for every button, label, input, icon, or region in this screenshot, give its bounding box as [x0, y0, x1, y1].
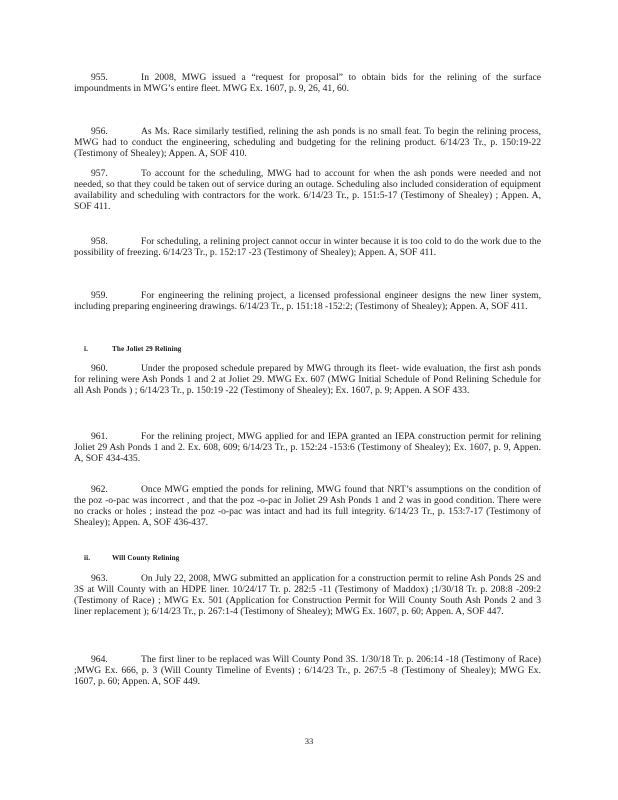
paragraph-number: 957. — [91, 168, 108, 179]
paragraph-956 — [74, 126, 541, 159]
paragraph-text: The first liner to be replaced was Will County Pond 3S. 1/30/18 Tr. p. 206:14 -18 (Testimony of Race) ;MWG Ex. 666, p. 3 (Will County Timeline of Events) ; 6/14/23 Tr., p. 267:5 -8 (Testimony of Shealey); MWG Ex. 1607, p. 60; Appen. A, SOF 449. — [74, 654, 541, 688]
paragraph-955 — [74, 72, 541, 94]
paragraph-964 — [74, 654, 541, 687]
paragraph-text: On July 22, 2008, MWG submitted an application for a construction permit to reline Ash Ponds 2S and 3S at Will County with an HDPE liner. 10/24/17 Tr. p. 282:5 -11 (Testimony of Maddox) ;1/30/18 Tr. p. 208:8 -209:2 (Testimony of Race) ; MWG Ex. 501 (Application for Construction Permit for Will County South Ash Ponds 2 and 3 liner replacement ); 6/14/23 Tr., p. 267:1-4 (Testimony of Shealey); MWG Ex. 1607, p. 60; Appen. A, SOF 447. — [74, 573, 541, 618]
subheading-numeral: ii. — [84, 554, 91, 562]
paragraph-962 — [74, 484, 541, 528]
paragraph-960 — [74, 363, 541, 396]
paragraph-number: 956. — [91, 126, 108, 137]
paragraph-number: 961. — [91, 431, 108, 442]
subheading-title: The Joliet 29 Relining — [112, 345, 182, 353]
paragraph-text: Under the proposed schedule prepared by MWG through its fleet- wide evaluation, the first ash ponds for relining were Ash Ponds 1 and 2 at Joliet 29. MWG Ex. 607 (MWG Initial Schedule of Pond Relining Schedule for all Ash Ponds ) ; 6/14/23 Tr., p. 150:19 -22 (Testimony of Shealey); Ex. 1607, p. 9; Appen. A SOF 433. — [74, 363, 541, 397]
paragraph-text: Once MWG emptied the ponds for relining, MWG found that NRT’s assumptions on the condition of the poz -o-pac was incorrect , and that the poz -o-pac in Joliet 29 Ash Ponds 1 and 2 was in good condition. There were no cracks or holes ; instead the poz -o-pac was intact and had its full integrity. 6/14/23 Tr., p. 153:7-17 (Testimony of Shealey); Appen. A, SOF 436-437. — [74, 484, 541, 529]
paragraph-961 — [74, 431, 541, 464]
subheading-numeral: i. — [84, 345, 88, 353]
paragraph-text: As Ms. Race similarly testified, relining the ash ponds is no small feat. To begin the relining process, MWG had to conduct the engineering, scheduling and budgeting for the relining product. 6/14/23 Tr., p. 150:19-22 (Testimony of Shealey); Appen. A, SOF 410. — [74, 126, 541, 160]
paragraph-number: 959. — [91, 290, 108, 301]
page-number: 33 — [304, 736, 314, 746]
subheading-title: Will County Relining — [112, 554, 180, 562]
paragraph-text: For scheduling, a relining project cannot occur in winter because it is too cold to do the work due to the possibility of freezing. 6/14/23 Tr., p. 152:17 -23 (Testimony of Shealey); Appen. A, SOF 411. — [74, 236, 541, 259]
paragraph-957 — [74, 168, 541, 212]
paragraph-959 — [74, 290, 541, 312]
paragraph-number: 958. — [91, 236, 108, 247]
paragraph-958 — [74, 236, 541, 258]
paragraph-number: 964. — [91, 654, 108, 665]
subheading-will-county — [84, 553, 179, 564]
subheading-joliet — [84, 344, 181, 355]
paragraph-number: 960. — [91, 363, 108, 374]
paragraph-text: For the relining project, MWG applied for and IEPA granted an IEPA construction permit for relining Joliet 29 Ash Ponds 1 and 2. Ex. 608, 609; 6/14/23 Tr., p. 152:24 -153:6 (Testimony of Shealey); Ex. 1607, p. 9, Appen. A, SOF 434-435. — [74, 431, 541, 465]
paragraph-text: To account for the scheduling, MWG had to account for when the ash ponds were needed and not needed, so that they could be taken out of service during an outage. Scheduling also included consideration of equipment availability and scheduling with contractors for the work. 6/14/23 Tr., p. 151:5-17 (Testimony of Shealey) ; Appen. A, SOF 411. — [74, 168, 541, 213]
paragraph-963 — [74, 573, 541, 617]
paragraph-number: 962. — [91, 484, 108, 495]
paragraph-number: 955. — [91, 72, 108, 83]
paragraph-text: In 2008, MWG issued a “request for proposal” to obtain bids for the relining of the surface impoundments in MWG’s entire fleet. MWG Ex. 1607, p. 9, 26, 41, 60. — [74, 72, 541, 95]
paragraph-number: 963. — [91, 573, 108, 584]
paragraph-text: For engineering the relining project, a licensed professional engineer designs the new liner system, including preparing engineering drawings. 6/14/23 Tr., p. 151:18 -152:2; (Testimony of Shealey); Appen. A, SOF 411. — [74, 290, 541, 313]
